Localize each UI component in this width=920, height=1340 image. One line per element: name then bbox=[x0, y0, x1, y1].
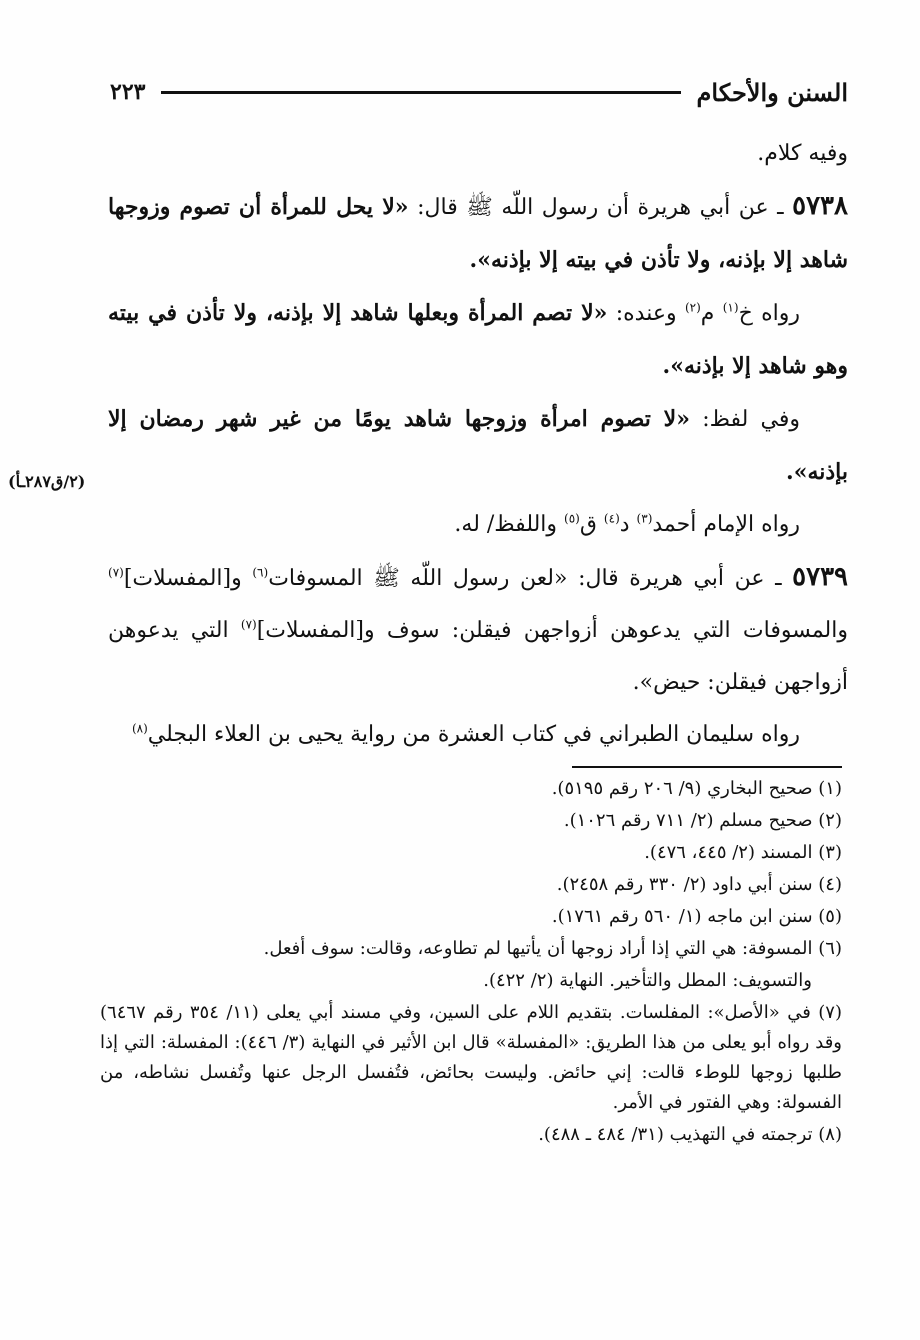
footnote: (٨) ترجمته في التهذيب (٣١/ ٤٨٤ ـ ٤٨٨). bbox=[538, 1124, 842, 1145]
footnote-continuation: والتسويف: المطل والتأخير. النهاية (٢/ ٤٢٢). bbox=[483, 970, 812, 991]
hadith-isnad: ـ عن أبي هريرة أن رسول اللّه ﷺ قال: bbox=[408, 195, 793, 220]
footnote-ref: (٦) bbox=[252, 565, 269, 580]
hadith-5738 bbox=[108, 180, 848, 287]
header-rule bbox=[161, 91, 680, 94]
riwaya-2 bbox=[108, 499, 848, 551]
main-text bbox=[108, 128, 848, 761]
footnote-ref: (٥) bbox=[564, 511, 580, 526]
footnote-separator bbox=[572, 766, 842, 768]
riwaya-text: وفي لفظ: bbox=[689, 407, 800, 432]
hadith-matn: «لا يحل للمرأة أن تصوم وزوجها شاهد إلا بإذنه، ولا تأذن في بيته إلا بإذنه». bbox=[108, 194, 848, 273]
footnote-ref: (٨) bbox=[131, 721, 148, 736]
footnote: (٤) سنن أبي داود (٢/ ٣٣٠ رقم ٢٤٥٨). bbox=[556, 874, 842, 895]
riwaya-text: م bbox=[700, 301, 723, 326]
page-number: ٢٢٣ bbox=[110, 79, 146, 105]
riwaya-3 bbox=[108, 709, 848, 761]
footnote: (٢) صحيح مسلم (٢/ ٧١١ رقم ١٠٢٦). bbox=[563, 810, 842, 831]
hadith-matn: «لا تصوم امرأة وزوجها شاهد يومًا من غير شهر رمضان إلا بإذنه». bbox=[108, 406, 848, 485]
footnotes bbox=[100, 772, 842, 1152]
footnote-ref: (٤) bbox=[603, 511, 620, 526]
riwaya-text: ق bbox=[579, 512, 604, 537]
riwaya-text: وعنده: bbox=[607, 301, 685, 326]
footnote-ref: (١) bbox=[722, 300, 739, 315]
hadith-text: والمسوفات التي يدعوهن أزواجهن فيقلن: سوف و[المفسلات] bbox=[256, 618, 848, 643]
intro-line: وفيه كلام. bbox=[757, 141, 848, 166]
manuscript-folio-note: (٢/ق٢٨٧ـأ) bbox=[8, 472, 86, 491]
hadith-text: و[المفسلات] bbox=[123, 566, 253, 591]
hadith-number: ٥٧٣٨ bbox=[792, 191, 848, 221]
riwaya-1 bbox=[108, 287, 848, 393]
footnote: (١) صحيح البخاري (٩/ ٢٠٦ رقم ٥١٩٥). bbox=[551, 778, 842, 799]
footnote: (٧) في «الأصل»: المفلسات. بتقديم اللام على السين، وفي مسند أبي يعلى (١١/ ٣٥٤ رقم ٦٤٦٧) وقد رواه أبو يعلى من هذا الطريق: «المفسلة» قال ابن الأثير في النهاية (٣/ ٤٤٦): المفسلة: التي إذا طلبها زوجها للوطء قالت: إني حائض. وليست بحائض، فتُفسل الرجل عنها وتُفسل نشاطه، من الفسولة: وهي الفتور في الأمر. bbox=[100, 1002, 843, 1113]
footnote: (٣) المسند (٢/ ٤٤٥، ٤٧٦). bbox=[644, 842, 842, 863]
riwaya-text: رواه خ bbox=[738, 301, 800, 326]
footnote-ref: (٢) bbox=[684, 300, 701, 315]
running-header bbox=[110, 76, 848, 108]
riwaya-text: واللفظ/ له. bbox=[454, 512, 565, 537]
hadith-5739 bbox=[108, 551, 848, 709]
hadith-matn: «لا تصم المرأة وبعلها شاهد إلا بإذنه، ولا تأذن في بيته وهو شاهد إلا بإذنه». bbox=[108, 300, 848, 379]
lafz-variant bbox=[108, 393, 848, 499]
hadith-text: ـ عن أبي هريرة قال: «لعن رسول اللّه ﷺ المسوفات bbox=[268, 566, 793, 591]
hadith-text: التي يدعوهن أزواجهن فيقلن: حيض». bbox=[108, 618, 848, 695]
riwaya-text: د bbox=[619, 512, 637, 537]
footnote: (٥) سنن ابن ماجه (١/ ٥٦٠ رقم ١٧٦١). bbox=[551, 906, 842, 927]
riwaya-text: رواه سليمان الطبراني في كتاب العشرة من رواية يحيى بن العلاء البجلي bbox=[147, 722, 800, 747]
footnote-ref: (٧) bbox=[240, 617, 257, 632]
hadith-number: ٥٧٣٩ bbox=[792, 562, 848, 592]
footnote-ref: (٣) bbox=[636, 511, 653, 526]
header-title: السنن والأحكام bbox=[696, 77, 848, 107]
riwaya-text: رواه الإمام أحمد bbox=[652, 512, 800, 537]
footnote-ref: (٧) bbox=[108, 565, 124, 580]
footnote: (٦) المسوفة: هي التي إذا أراد زوجها أن يأتيها لم تطاوعه، وقالت: سوف أفعل. bbox=[263, 938, 842, 959]
